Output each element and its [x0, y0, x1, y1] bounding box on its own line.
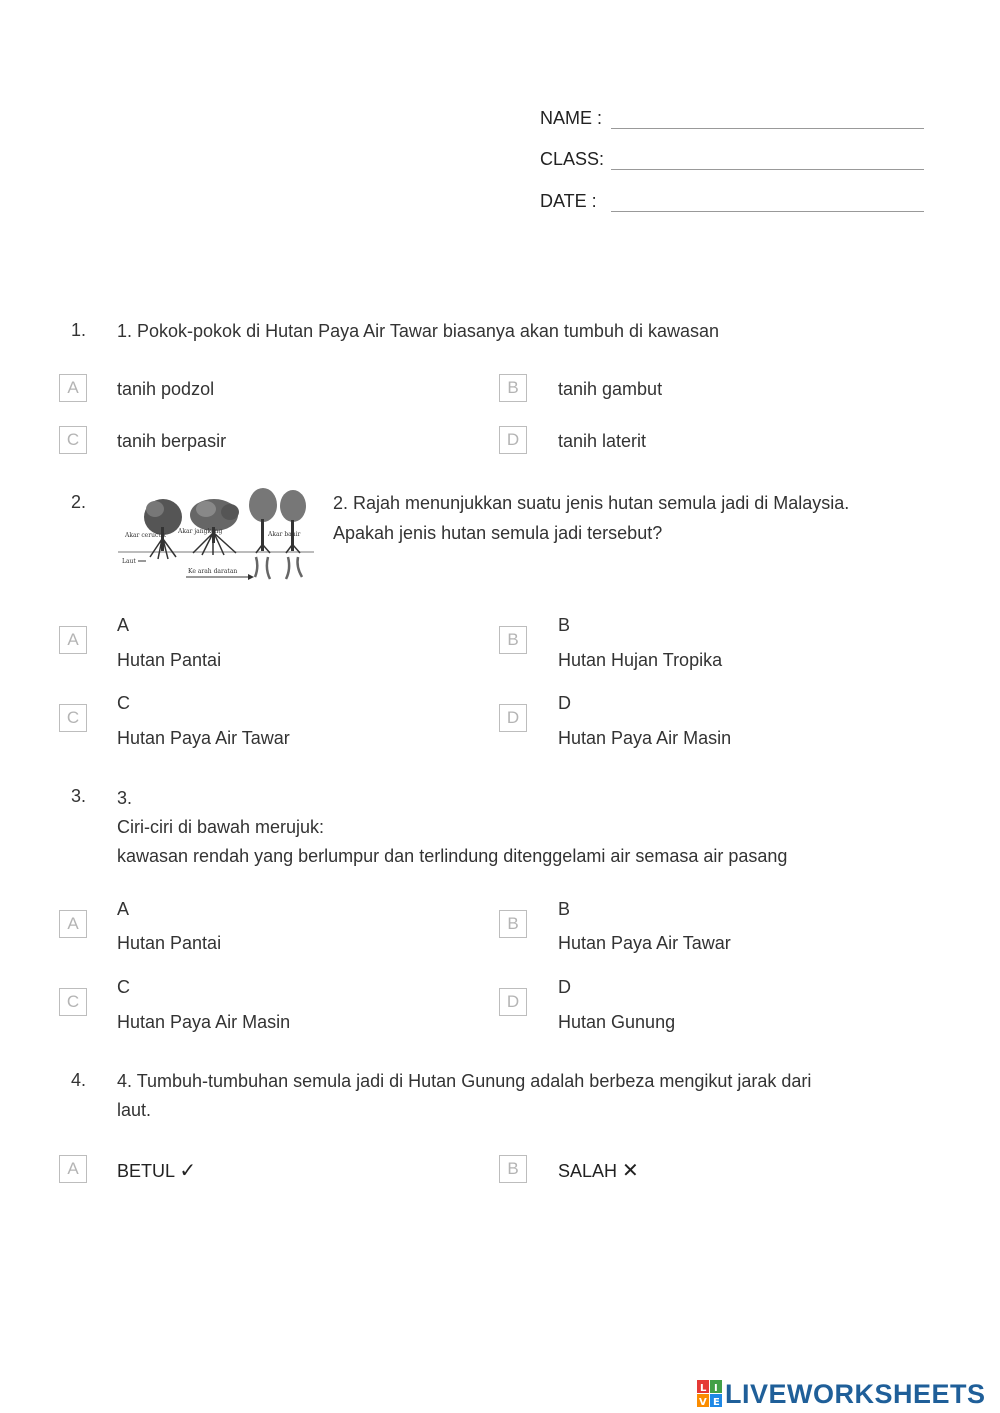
label-laut: Laut — [122, 558, 136, 565]
date-field[interactable] — [611, 211, 924, 212]
svg-text:V: V — [699, 1397, 707, 1408]
mangrove-forest-diagram — [118, 487, 314, 587]
option-label: D — [558, 693, 571, 713]
option-text: Hutan Pantai — [117, 933, 222, 953]
date-label: DATE : — [540, 191, 597, 211]
name-field[interactable] — [611, 128, 924, 129]
option-box-c[interactable]: C — [59, 704, 87, 732]
option-box-a[interactable]: A — [59, 1155, 87, 1183]
option-text: tanih podzol — [117, 379, 215, 399]
question-number: 2. — [71, 492, 87, 512]
option-text: tanih gambut — [558, 379, 663, 399]
option-box-d[interactable]: D — [499, 704, 527, 732]
class-label: CLASS: — [540, 149, 605, 169]
option-box-a[interactable]: A — [59, 626, 87, 654]
tree-icon — [190, 499, 239, 555]
question-number: 4. — [71, 1070, 87, 1090]
question-text: 4. Tumbuh-tumbuhan semula jadi di Hutan Gunung adalah berbeza mengikut jarak dari — [117, 1071, 812, 1091]
cross-icon: ✕ — [622, 1160, 639, 1182]
question-text: laut. — [117, 1100, 152, 1120]
arrowhead-icon — [248, 574, 254, 580]
label-akar-jangkang: Akar jangkang — [178, 528, 223, 535]
option-text: Hutan Hujan Tropika — [558, 650, 723, 670]
option-betul — [117, 1159, 196, 1183]
question-text: 1. Pokok-pokok di Hutan Paya Air Tawar biasanya akan tumbuh di kawasan — [117, 321, 720, 341]
option-text: Hutan Pantai — [117, 650, 222, 670]
liveworksheets-logo — [697, 1379, 986, 1409]
option-label: D — [558, 977, 571, 997]
option-text: Hutan Paya Air Tawar — [117, 728, 290, 748]
check-icon: ✓ — [179, 1160, 197, 1182]
svg-text:L: L — [700, 1383, 707, 1394]
option-box-b[interactable]: B — [499, 1155, 527, 1183]
question-text: 3. — [117, 788, 133, 808]
brand-name: LIVEWORKSHEETS — [725, 1378, 986, 1409]
option-label: A — [117, 615, 130, 635]
option-box-a[interactable]: A — [59, 910, 87, 938]
class-field[interactable] — [611, 169, 924, 170]
water-surface — [118, 551, 314, 553]
option-label: C — [117, 693, 130, 713]
option-label: B — [558, 615, 571, 635]
question-number: 1. — [71, 320, 87, 340]
question-number: 3. — [71, 786, 87, 806]
svg-text:I: I — [714, 1383, 718, 1394]
option-box-b[interactable]: B — [499, 626, 527, 654]
option-box-b[interactable]: B — [499, 374, 527, 402]
logo-icon — [697, 1380, 723, 1408]
svg-text:E: E — [713, 1397, 720, 1408]
option-text: tanih berpasir — [117, 431, 227, 451]
option-box-d[interactable]: D — [499, 988, 527, 1016]
option-text: Hutan Paya Air Masin — [558, 728, 732, 748]
option-box-c[interactable]: C — [59, 988, 87, 1016]
option-text: Hutan Paya Air Masin — [117, 1012, 291, 1032]
label-ke-arah-daratan: Ke arah daratan — [188, 568, 238, 575]
option-text: Hutan Gunung — [558, 1012, 676, 1032]
option-box-a[interactable]: A — [59, 374, 87, 402]
option-box-d[interactable]: D — [499, 426, 527, 454]
question-text: 2. Rajah menunjukkan suatu jenis hutan semula jadi di Malaysia. — [333, 493, 850, 513]
option-box-c[interactable]: C — [59, 426, 87, 454]
question-text: Apakah jenis hutan semula jadi tersebut? — [333, 523, 663, 543]
option-text: BETUL — [117, 1161, 175, 1181]
option-label: C — [117, 977, 130, 997]
option-salah — [558, 1159, 639, 1183]
tree-icon — [144, 499, 182, 559]
option-label: B — [558, 899, 571, 919]
question-text: kawasan rendah yang berlumpur dan terlindung ditenggelami air semasa air pasang — [117, 846, 788, 866]
option-text: SALAH — [558, 1161, 618, 1181]
option-text: tanih laterit — [558, 431, 647, 451]
label-akar-cerucuk: Akar cerucuk — [125, 532, 166, 539]
question-text: Ciri-ciri di bawah merujuk: — [117, 817, 325, 837]
option-text: Hutan Paya Air Tawar — [558, 933, 731, 953]
label-akar-banir: Akar banir — [268, 531, 301, 538]
option-label: A — [117, 899, 130, 919]
name-label: NAME : — [540, 108, 603, 128]
option-box-b[interactable]: B — [499, 910, 527, 938]
